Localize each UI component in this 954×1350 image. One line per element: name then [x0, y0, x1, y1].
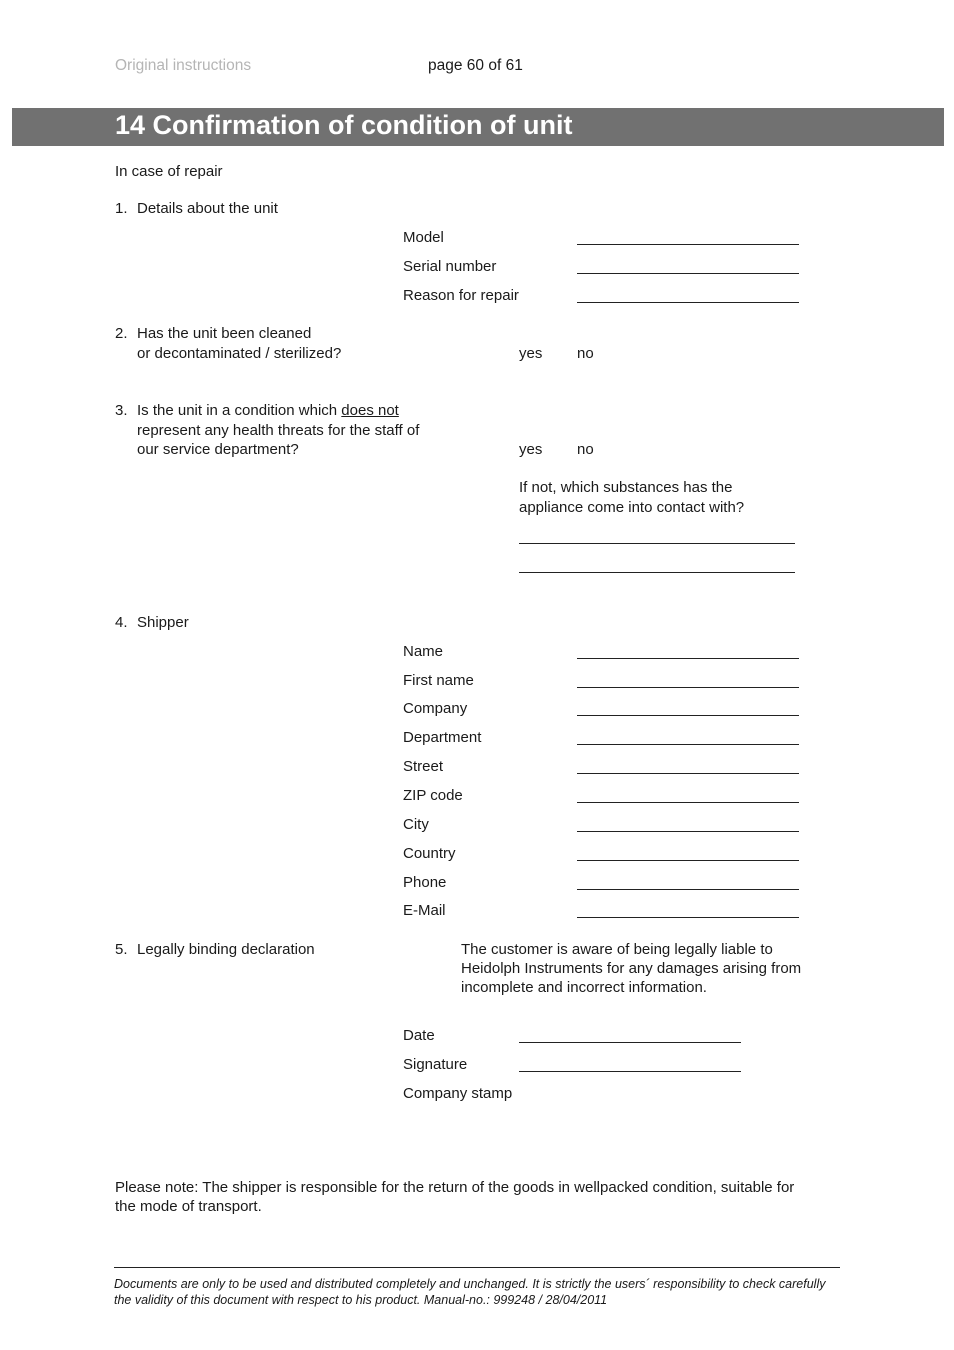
page-number: page 60 of 61: [428, 57, 523, 74]
field-label-street: Street: [403, 758, 444, 775]
field-label-company: Company: [403, 700, 468, 717]
email-fill-line[interactable]: [577, 917, 799, 918]
date-fill-line[interactable]: [519, 1042, 741, 1043]
section-5-title: Legally binding declaration: [137, 941, 315, 958]
note-line-1: Please note: The shipper is responsible for the return of the goods in wellpacked condition, suitable for: [115, 1179, 795, 1196]
declaration-line-3: incomplete and incorrect information.: [461, 979, 707, 996]
field-label-first-name: First name: [403, 672, 474, 689]
country-fill-line[interactable]: [577, 860, 799, 861]
field-label-city: City: [403, 816, 429, 833]
name-fill-line[interactable]: [577, 658, 799, 659]
zip-code-fill-line[interactable]: [577, 802, 799, 803]
signature-fill-line[interactable]: [519, 1071, 741, 1072]
footer-line-1: Documents are only to be used and distributed completely and unchanged. It is strictly the users´ responsibility to check carefully: [114, 1277, 826, 1291]
section-2-line-1: Has the unit been cleaned: [137, 325, 312, 342]
declaration-line-2: Heidolph Instruments for any damages arising from: [461, 960, 802, 977]
section-3-yes-option[interactable]: yes: [519, 441, 543, 458]
substances-question-line-1: If not, which substances has the: [519, 479, 733, 496]
title-banner: [12, 108, 944, 146]
section-3-line-1-text: Is the unit in a condition which: [137, 402, 342, 419]
section-1-title: Details about the unit: [137, 200, 278, 217]
section-2-line-2: or decontaminated / sterilized?: [137, 345, 342, 362]
field-label-company-stamp: Company stamp: [403, 1085, 513, 1102]
field-label-date: Date: [403, 1027, 435, 1044]
reason-for-repair-fill-line[interactable]: [577, 302, 799, 303]
field-label-name: Name: [403, 643, 444, 660]
department-fill-line[interactable]: [577, 744, 799, 745]
section-2-no-option[interactable]: no: [577, 345, 594, 362]
section-4-number: 4.: [115, 614, 128, 631]
phone-fill-line[interactable]: [577, 889, 799, 890]
field-label-model: Model: [403, 229, 444, 246]
section-3-number: 3.: [115, 402, 128, 419]
substances-question-line-2: appliance come into contact with?: [519, 499, 745, 516]
page-title: 14 Confirmation of condition of unit: [115, 110, 573, 140]
intro-text: In case of repair: [115, 163, 223, 180]
model-fill-line[interactable]: [577, 244, 799, 245]
substances-fill-line-2[interactable]: [519, 572, 795, 573]
field-label-serial-number: Serial number: [403, 258, 497, 275]
field-label-country: Country: [403, 845, 456, 862]
field-label-signature: Signature: [403, 1056, 468, 1073]
company-fill-line[interactable]: [577, 715, 799, 716]
section-3-underlined-phrase: does not: [341, 402, 399, 419]
section-5-number: 5.: [115, 941, 128, 958]
note-line-2: the mode of transport.: [115, 1198, 262, 1215]
header-left-label: Original instructions: [115, 57, 252, 74]
declaration-line-1: The customer is aware of being legally liable to: [461, 941, 773, 958]
section-3-line-1: [137, 401, 399, 420]
city-fill-line[interactable]: [577, 831, 799, 832]
field-label-department: Department: [403, 729, 482, 746]
section-1-number: 1.: [115, 200, 128, 217]
section-4-title: Shipper: [137, 614, 189, 631]
footer-divider: [114, 1267, 840, 1268]
field-label-zip-code: ZIP code: [403, 787, 463, 804]
serial-number-fill-line[interactable]: [577, 273, 799, 274]
field-label-phone: Phone: [403, 874, 447, 891]
field-label-reason-for-repair: Reason for repair: [403, 287, 519, 304]
section-2-yes-option[interactable]: yes: [519, 345, 543, 362]
field-label-email: E-Mail: [403, 902, 446, 919]
section-3-line-3: our service department?: [137, 441, 299, 458]
section-3-no-option[interactable]: no: [577, 441, 594, 458]
footer-line-2: the validity of this document with respect to his product. Manual-no.: 999248 / 28/04/2011: [114, 1293, 608, 1307]
first-name-fill-line[interactable]: [577, 687, 799, 688]
substances-fill-line-1[interactable]: [519, 543, 795, 544]
section-3-line-2: represent any health threats for the staff of: [137, 422, 420, 439]
street-fill-line[interactable]: [577, 773, 799, 774]
section-2-number: 2.: [115, 325, 128, 342]
